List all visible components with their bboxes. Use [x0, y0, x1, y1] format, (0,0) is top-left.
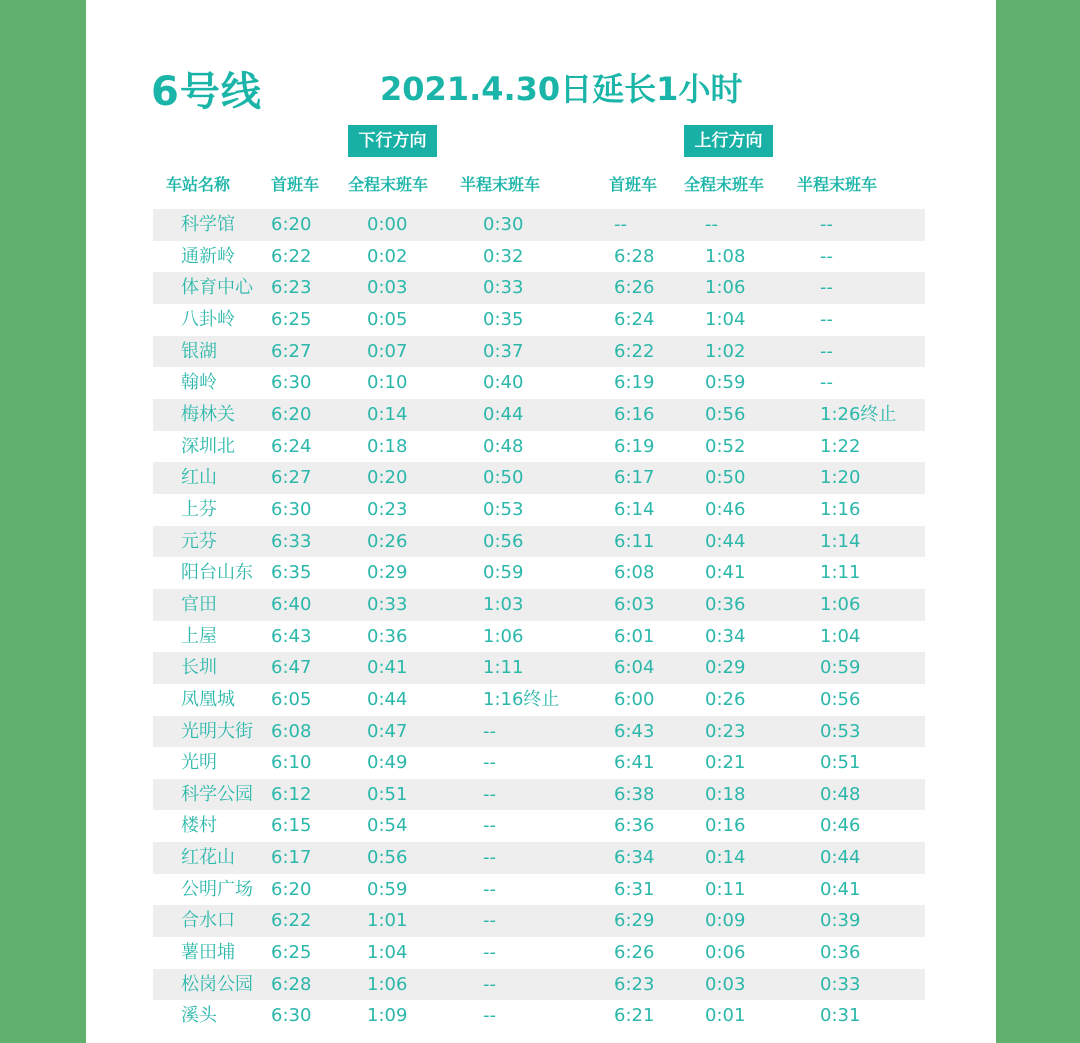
header-down-first: 首班车 [271, 175, 320, 194]
up-direction-badge: 上行方向 [684, 125, 773, 157]
down-last-full: 0:10 [367, 372, 408, 394]
up-last-half: 1:22 [820, 435, 861, 457]
down-last-half: 1:16终止 [483, 688, 560, 710]
down-last-full: 0:03 [367, 277, 408, 299]
header-down-last-full: 全程末班车 [348, 175, 429, 194]
station-name: 体育中心 [181, 277, 253, 299]
up-first-train: 6:34 [614, 847, 655, 869]
up-last-half: 0:56 [820, 688, 861, 710]
station-name: 光明 [181, 752, 217, 774]
up-last-half: 0:36 [820, 942, 861, 964]
down-last-full: 0:54 [367, 815, 408, 837]
down-last-half: 0:30 [483, 214, 524, 235]
up-last-full: 0:01 [705, 1005, 746, 1027]
down-last-half: 0:53 [483, 498, 524, 520]
up-last-full: 0:18 [705, 783, 746, 805]
down-first-train: 6:35 [271, 562, 312, 584]
down-last-full: 0:51 [367, 783, 408, 805]
table-row [153, 779, 925, 811]
station-name: 科学馆 [181, 214, 235, 235]
table-row [153, 557, 925, 589]
up-last-half: 0:44 [820, 847, 861, 869]
down-last-full: 0:41 [367, 657, 408, 679]
down-last-full: 1:09 [367, 1005, 408, 1027]
up-last-half: 1:20 [820, 467, 861, 489]
up-last-half: 0:48 [820, 783, 861, 805]
station-name: 溪头 [181, 1005, 217, 1027]
station-name: 长圳 [181, 657, 217, 679]
up-first-train: 6:19 [614, 435, 655, 457]
down-last-half: -- [483, 847, 496, 869]
header-up-last-half: 半程末班车 [797, 175, 878, 194]
down-last-full: 0:49 [367, 752, 408, 774]
up-first-train: 6:26 [614, 942, 655, 964]
up-last-half: 1:11 [820, 562, 861, 584]
up-first-train: 6:17 [614, 467, 655, 489]
up-first-train: 6:21 [614, 1005, 655, 1027]
down-last-half: -- [483, 815, 496, 837]
up-first-train: 6:00 [614, 688, 655, 710]
table-row [153, 842, 925, 874]
up-first-train: 6:14 [614, 498, 655, 520]
up-last-half: -- [820, 214, 833, 235]
station-name: 凤凰城 [181, 688, 235, 710]
station-name: 公明广场 [181, 878, 253, 900]
down-last-full: 0:33 [367, 593, 408, 615]
up-last-full: 0:06 [705, 942, 746, 964]
down-first-train: 6:25 [271, 942, 312, 964]
up-last-half: 1:14 [820, 530, 861, 552]
up-last-full: 0:03 [705, 973, 746, 995]
up-first-train: 6:38 [614, 783, 655, 805]
up-last-full: 0:14 [705, 847, 746, 869]
down-first-train: 6:28 [271, 973, 312, 995]
down-first-train: 6:25 [271, 308, 312, 330]
up-first-train: 6:19 [614, 372, 655, 394]
down-direction-badge: 下行方向 [348, 125, 437, 157]
station-name: 银湖 [181, 340, 217, 362]
down-last-half: -- [483, 973, 496, 995]
down-first-train: 6:47 [271, 657, 312, 679]
station-name: 楼村 [181, 815, 217, 837]
up-last-full: 0:29 [705, 657, 746, 679]
table-row [153, 272, 925, 304]
table-row [153, 209, 925, 241]
up-last-full: 0:34 [705, 625, 746, 647]
down-first-train: 6:10 [271, 752, 312, 774]
station-name: 上芬 [181, 498, 217, 520]
up-first-train: 6:29 [614, 910, 655, 932]
down-last-full: 0:14 [367, 403, 408, 425]
down-last-full: 0:29 [367, 562, 408, 584]
down-last-half: -- [483, 878, 496, 900]
down-last-full: 1:01 [367, 910, 408, 932]
header-up-last-full: 全程末班车 [684, 175, 765, 194]
up-last-full: 0:16 [705, 815, 746, 837]
down-last-full: 0:36 [367, 625, 408, 647]
up-last-half: 0:53 [820, 720, 861, 742]
down-last-full: 0:02 [367, 245, 408, 267]
down-last-full: 0:26 [367, 530, 408, 552]
up-first-train: 6:11 [614, 530, 655, 552]
up-last-full: 0:50 [705, 467, 746, 489]
up-last-half: -- [820, 308, 833, 330]
table-row [153, 241, 925, 273]
table-row [153, 874, 925, 906]
down-last-half: 0:40 [483, 372, 524, 394]
up-last-half: 0:59 [820, 657, 861, 679]
table-row [153, 716, 925, 748]
down-last-half: 0:50 [483, 467, 524, 489]
up-first-train: 6:28 [614, 245, 655, 267]
down-first-train: 6:17 [271, 847, 312, 869]
up-last-half: 1:04 [820, 625, 861, 647]
table-row [153, 621, 925, 653]
up-last-half: -- [820, 245, 833, 267]
station-name: 红花山 [181, 847, 235, 869]
up-last-full: 0:36 [705, 593, 746, 615]
station-name: 梅林关 [181, 403, 235, 425]
table-row [153, 747, 925, 779]
down-first-train: 6:08 [271, 720, 312, 742]
up-first-train: 6:04 [614, 657, 655, 679]
down-last-full: 1:06 [367, 973, 408, 995]
station-name: 通新岭 [181, 245, 235, 267]
up-first-train: 6:24 [614, 308, 655, 330]
station-name: 八卦岭 [181, 308, 235, 330]
station-name: 松岗公园 [181, 973, 253, 995]
up-first-train: 6:26 [614, 277, 655, 299]
down-last-full: 0:05 [367, 308, 408, 330]
down-last-full: 0:07 [367, 340, 408, 362]
down-last-half: 0:37 [483, 340, 524, 362]
down-last-full: 0:59 [367, 878, 408, 900]
down-last-full: 1:04 [367, 942, 408, 964]
down-last-half: -- [483, 942, 496, 964]
up-last-full: 0:11 [705, 878, 746, 900]
table-row [153, 336, 925, 368]
down-last-full: 0:44 [367, 688, 408, 710]
table-row [153, 304, 925, 336]
down-first-train: 6:40 [271, 593, 312, 615]
header-station: 车站名称 [166, 175, 231, 194]
station-name: 翰岭 [181, 372, 217, 394]
table-row [153, 399, 925, 431]
down-last-full: 0:23 [367, 498, 408, 520]
up-last-full: 1:04 [705, 308, 746, 330]
up-last-full: 0:59 [705, 372, 746, 394]
station-name: 官田 [181, 593, 217, 615]
up-last-half: -- [820, 340, 833, 362]
station-name: 科学公园 [181, 783, 253, 805]
down-first-train: 6:22 [271, 245, 312, 267]
up-last-half: -- [820, 277, 833, 299]
extension-notice: 2021.4.30日延长1小时 [380, 70, 743, 108]
down-last-half: -- [483, 720, 496, 742]
up-last-half: 0:46 [820, 815, 861, 837]
up-last-full: 0:23 [705, 720, 746, 742]
station-name: 合水口 [181, 910, 235, 932]
up-last-half: 0:31 [820, 1005, 861, 1027]
up-first-train: -- [614, 214, 627, 235]
table-row [153, 969, 925, 1001]
down-last-half: -- [483, 910, 496, 932]
table-row [153, 431, 925, 463]
table-row [153, 810, 925, 842]
timetable-rows [153, 209, 925, 1032]
up-last-full: 0:41 [705, 562, 746, 584]
station-name: 薯田埔 [181, 942, 235, 964]
up-last-full: 0:44 [705, 530, 746, 552]
down-last-full: 0:20 [367, 467, 408, 489]
table-row [153, 905, 925, 937]
down-last-half: 0:33 [483, 277, 524, 299]
up-last-full: 0:56 [705, 403, 746, 425]
station-name: 阳台山东 [181, 562, 253, 584]
table-row [153, 526, 925, 558]
up-first-train: 6:41 [614, 752, 655, 774]
table-row [153, 1000, 925, 1032]
up-first-train: 6:43 [614, 720, 655, 742]
up-first-train: 6:08 [614, 562, 655, 584]
down-last-half: 0:59 [483, 562, 524, 584]
down-last-half: 0:32 [483, 245, 524, 267]
station-name: 元芬 [181, 530, 217, 552]
up-last-half: 0:41 [820, 878, 861, 900]
down-last-half: 0:35 [483, 308, 524, 330]
down-first-train: 6:27 [271, 467, 312, 489]
down-first-train: 6:23 [271, 277, 312, 299]
up-last-full: 0:21 [705, 752, 746, 774]
down-first-train: 6:27 [271, 340, 312, 362]
down-first-train: 6:20 [271, 214, 312, 235]
up-last-half: 1:16 [820, 498, 861, 520]
up-last-half: 1:26终止 [820, 403, 897, 425]
down-first-train: 6:12 [271, 783, 312, 805]
up-last-half: -- [820, 372, 833, 394]
table-row [153, 494, 925, 526]
down-last-half: 0:44 [483, 403, 524, 425]
header-up-first: 首班车 [609, 175, 658, 194]
down-last-half: 0:48 [483, 435, 524, 457]
down-first-train: 6:15 [271, 815, 312, 837]
down-last-full: 0:00 [367, 214, 408, 235]
up-first-train: 6:36 [614, 815, 655, 837]
up-first-train: 6:16 [614, 403, 655, 425]
station-name: 光明大街 [181, 720, 253, 742]
down-last-half: -- [483, 1005, 496, 1027]
up-last-full: 0:52 [705, 435, 746, 457]
station-name: 深圳北 [181, 435, 235, 457]
table-row [153, 937, 925, 969]
station-name: 上屋 [181, 625, 217, 647]
down-first-train: 6:24 [271, 435, 312, 457]
down-last-half: 1:11 [483, 657, 524, 679]
down-last-full: 0:56 [367, 847, 408, 869]
up-last-half: 1:06 [820, 593, 861, 615]
down-first-train: 6:30 [271, 498, 312, 520]
up-last-full: 1:06 [705, 277, 746, 299]
up-first-train: 6:03 [614, 593, 655, 615]
down-last-half: 0:56 [483, 530, 524, 552]
table-row [153, 367, 925, 399]
up-last-full: 0:26 [705, 688, 746, 710]
down-last-half: 1:06 [483, 625, 524, 647]
down-last-full: 0:47 [367, 720, 408, 742]
table-row [153, 652, 925, 684]
station-name: 红山 [181, 467, 217, 489]
up-last-full: 0:46 [705, 498, 746, 520]
up-first-train: 6:22 [614, 340, 655, 362]
up-last-full: 1:02 [705, 340, 746, 362]
table-row [153, 462, 925, 494]
up-last-half: 0:33 [820, 973, 861, 995]
down-first-train: 6:30 [271, 1005, 312, 1027]
up-first-train: 6:23 [614, 973, 655, 995]
down-first-train: 6:20 [271, 878, 312, 900]
line-title: 6号线 [151, 69, 262, 115]
up-last-half: 0:39 [820, 910, 861, 932]
down-last-half: -- [483, 752, 496, 774]
up-first-train: 6:31 [614, 878, 655, 900]
down-first-train: 6:22 [271, 910, 312, 932]
down-first-train: 6:05 [271, 688, 312, 710]
down-first-train: 6:20 [271, 403, 312, 425]
down-last-full: 0:18 [367, 435, 408, 457]
table-row [153, 684, 925, 716]
table-row [153, 589, 925, 621]
up-first-train: 6:01 [614, 625, 655, 647]
down-last-half: 1:03 [483, 593, 524, 615]
up-last-full: -- [705, 214, 718, 235]
down-first-train: 6:30 [271, 372, 312, 394]
down-first-train: 6:33 [271, 530, 312, 552]
header-down-last-half: 半程末班车 [460, 175, 541, 194]
timetable-card [86, 0, 996, 1043]
up-last-full: 1:08 [705, 245, 746, 267]
down-last-half: -- [483, 783, 496, 805]
up-last-half: 0:51 [820, 752, 861, 774]
up-last-full: 0:09 [705, 910, 746, 932]
down-first-train: 6:43 [271, 625, 312, 647]
